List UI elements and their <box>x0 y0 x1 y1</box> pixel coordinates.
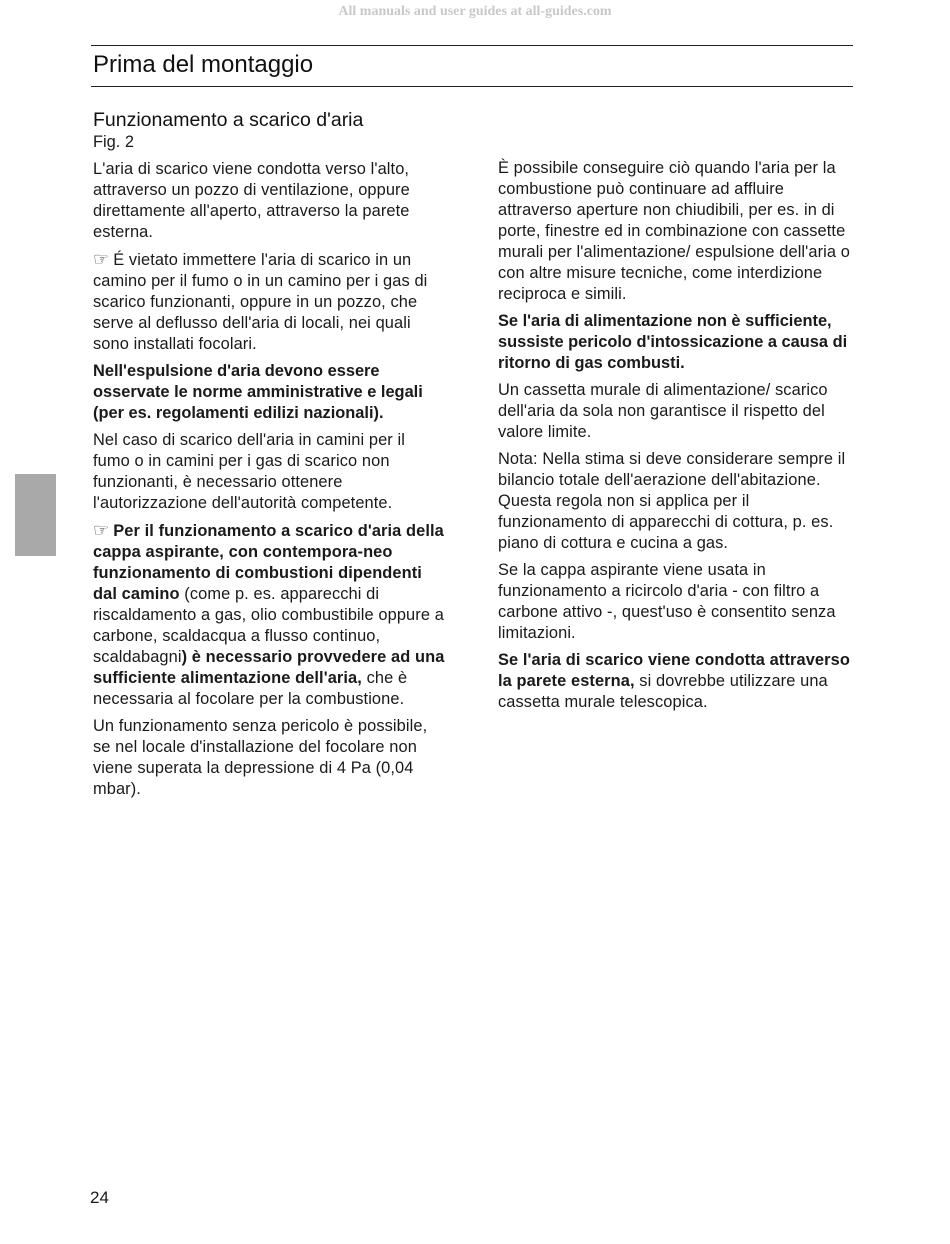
left-column <box>93 108 445 806</box>
regular-text: che è necessaria al focolare per la combustione. <box>93 669 408 708</box>
paragraph: Nel caso di scarico dell'aria in camini per il fumo o in camini per i gas di scarico non funzionanti, è necessario ottenere l'autorizzazione dell'autorità competente. <box>93 431 405 512</box>
regular-text: si dovrebbe utilizzare una cassetta murale telescopica. <box>498 672 828 711</box>
section-title: Funzionamento a scarico d'aria <box>93 109 364 131</box>
paragraph: È possibile conseguire ciò quando l'aria per la combustione può continuare ad affluire attraverso aperture non chiudibili, per es. in di porte, finestre ed in combinazione con cassette murali per l'alimentazione/ espulsione dell'aria o con altre misure tecniche, come interdizione reciproca e simili. <box>498 159 851 303</box>
header-rule-top <box>91 45 853 46</box>
bold-text: ) è necessario provvedere ad una sufficiente alimentazione dell'aria, <box>93 648 445 687</box>
page-title: Prima del montaggio <box>93 51 314 78</box>
bold-paragraph: Nell'espulsione d'aria devono essere osservate le norme amministrative e legali (per es. regolamenti edilizi nazionali). <box>93 362 423 422</box>
watermark: All manuals and user guides at all-guides.com <box>338 4 612 19</box>
paragraph <box>498 650 850 713</box>
right-column <box>498 158 850 719</box>
section-side-tab <box>15 474 56 556</box>
pointing-hand-icon: ☞ <box>93 520 110 540</box>
note-paragraph: Nota: Nella stima si deve considerare sempre il bilancio totale dell'aerazione dell'abitazione. Questa regola non si applica per il funzionamento di apparecchi di cottura, p. es. piano di cottura e cucina a gas. <box>498 450 846 552</box>
figure-reference: Fig. 2 <box>93 133 134 151</box>
regular-text: (come p. es. apparecchi di riscaldamento a gas, olio combustibile oppure a carbone, scaldacqua a flusso continuo, scaldabagni <box>93 585 444 666</box>
paragraph: L'aria di scarico viene condotta verso l'alto, attraverso un pozzo di ventilazione, oppure direttamente all'aperto, attraverso la parete esterna. <box>93 160 410 241</box>
bold-paragraph: Se l'aria di alimentazione non è sufficiente, sussiste pericolo d'intossicazione a causa di ritorno di gas combusti. <box>498 312 848 372</box>
warning-paragraph <box>93 249 445 355</box>
warning-paragraph <box>93 520 445 710</box>
page-number: 24 <box>90 1188 109 1207</box>
paragraph: Un cassetta murale di alimentazione/ scarico dell'aria da sola non garantisce il rispetto del valore limite. <box>498 381 828 441</box>
bold-text: Se l'aria di scarico viene condotta attraverso la parete esterna, <box>498 651 850 690</box>
bold-text: Per il funzionamento a scarico d'aria della cappa aspirante, con contempora-neo funzionamento di combustioni dipendenti dal camino <box>93 522 444 603</box>
paragraph: Se la cappa aspirante viene usata in funzionamento a ricircolo d'aria - con filtro a carbone attivo -, quest'uso è consentito senza limitazioni. <box>498 561 836 642</box>
paragraph: Un funzionamento senza pericolo è possibile, se nel locale d'installazione del focolare non viene superata la depressione di 4 Pa (0,04 mbar). <box>93 717 428 798</box>
header-rule-bottom <box>91 86 853 87</box>
warning-text: É vietato immettere l'aria di scarico in un camino per il fumo o in un camino per i gas di scarico funzionanti, oppure in un pozzo, che serve al deflusso dell'aria di locali, nei quali sono installati focolari. <box>93 251 428 353</box>
pointing-hand-icon: ☞ <box>93 249 110 269</box>
